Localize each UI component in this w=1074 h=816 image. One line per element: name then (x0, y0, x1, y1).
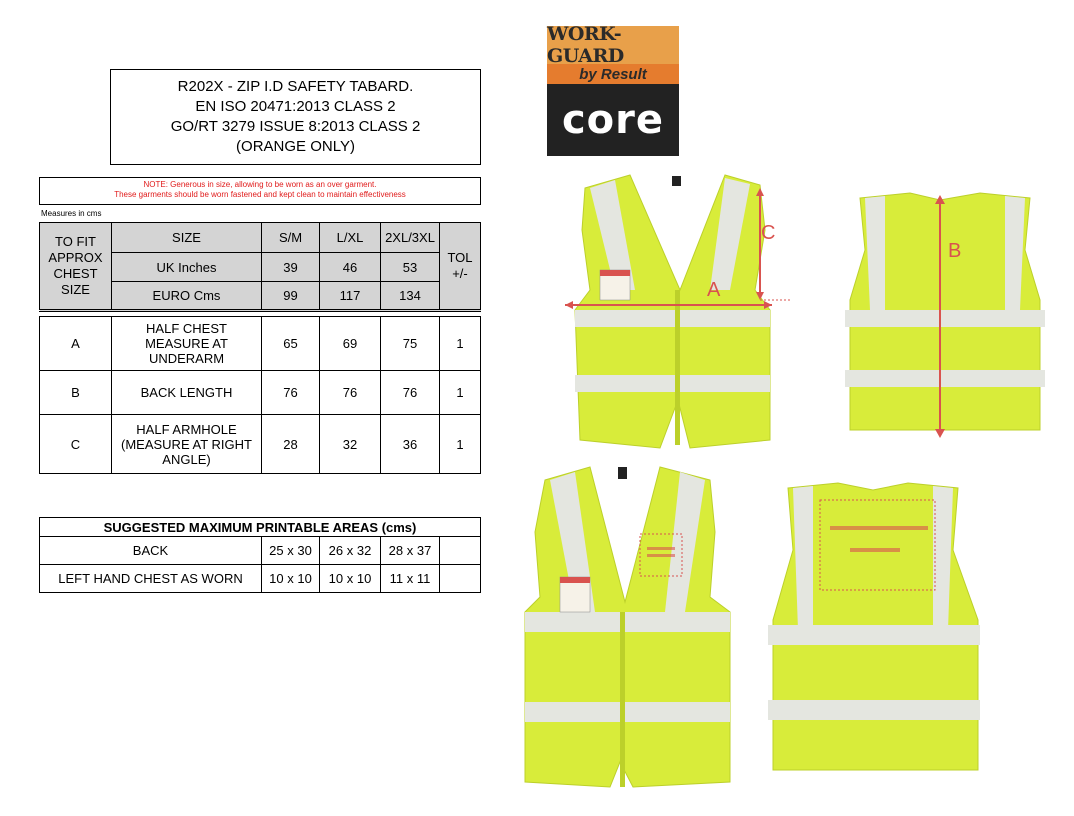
row-tol: 1 (440, 415, 481, 474)
euro-label: EURO Cms (112, 282, 262, 311)
tol-header: TOL +/- (440, 223, 481, 311)
row-value: 75 (381, 317, 440, 371)
size-table (39, 222, 481, 474)
row-desc: HALF CHEST MEASURE AT UNDERARM (112, 317, 262, 371)
title-line-2: EN ISO 20471:2013 CLASS 2 (195, 98, 396, 115)
print-row-empty (440, 537, 481, 565)
logo-workguard: WORK-GUARD (547, 23, 624, 67)
row-code: B (40, 371, 112, 415)
print-row-label: LEFT HAND CHEST AS WORN (40, 565, 262, 593)
print-row-value: 26 x 32 (320, 537, 381, 565)
print-row-value: 10 x 10 (320, 565, 381, 593)
uk-label: UK Inches (112, 253, 262, 282)
print-areas-header: SUGGESTED MAXIMUM PRINTABLE AREAS (cms) (40, 518, 481, 537)
measures-label: Measures in cms (41, 209, 102, 218)
print-areas-table (39, 517, 481, 593)
uk-value: 46 (320, 253, 381, 282)
table-row (40, 317, 481, 371)
row-value: 76 (381, 371, 440, 415)
table-row (40, 415, 481, 474)
product-title-box (110, 69, 481, 165)
row-value: 69 (320, 317, 381, 371)
note-line-2: These garments should be worn fastened and kept clean to maintain effectiveness (114, 190, 406, 199)
row-desc: HALF ARMHOLE (MEASURE AT RIGHT ANGLE) (112, 415, 262, 474)
logo-result: by Result (579, 65, 647, 83)
size-2xl3xl: 2XL/3XL (381, 223, 440, 253)
euro-value: 117 (320, 282, 381, 311)
print-row-value: 25 x 30 (262, 537, 320, 565)
row-value: 28 (262, 415, 320, 474)
title-line-4: (ORANGE ONLY) (236, 138, 355, 155)
brand-logo (547, 23, 679, 156)
row-tol: 1 (440, 371, 481, 415)
note-line-1: NOTE: Generous in size, allowing to be worn as an over garment. (143, 180, 377, 189)
euro-value: 99 (262, 282, 320, 311)
logo-core: core (561, 97, 665, 143)
row-value: 32 (320, 415, 381, 474)
row-desc: BACK LENGTH (112, 371, 262, 415)
row-value: 36 (381, 415, 440, 474)
euro-value: 134 (381, 282, 440, 311)
row-value: 76 (262, 371, 320, 415)
title-line-1: R202X - ZIP I.D SAFETY TABARD. (177, 78, 414, 95)
front-vest-print-area (515, 462, 740, 792)
row-tol: 1 (440, 317, 481, 371)
table-row (40, 371, 481, 415)
table-row (40, 537, 481, 565)
back-vest-print-area (768, 480, 983, 780)
back-vest-measure-diagram (840, 190, 1055, 445)
row-code: A (40, 317, 112, 371)
row-value: 76 (320, 371, 381, 415)
row-code: C (40, 415, 112, 474)
print-row-label: BACK (40, 537, 262, 565)
measure-label-b: B (948, 240, 962, 262)
size-header: SIZE (112, 223, 262, 253)
measure-label-a: A (707, 279, 721, 301)
print-row-value: 28 x 37 (381, 537, 440, 565)
print-row-empty (440, 565, 481, 593)
size-lxl: L/XL (320, 223, 381, 253)
uk-value: 53 (381, 253, 440, 282)
measure-label-c: C (761, 222, 776, 244)
row-value: 65 (262, 317, 320, 371)
note-box (39, 177, 481, 205)
front-vest-measure-diagram (560, 170, 800, 455)
size-sm: S/M (262, 223, 320, 253)
title-line-3: GO/RT 3279 ISSUE 8:2013 CLASS 2 (170, 118, 421, 135)
fit-label: TO FIT APPROX CHEST SIZE (40, 223, 112, 311)
uk-value: 39 (262, 253, 320, 282)
table-row (40, 565, 481, 593)
print-row-value: 10 x 10 (262, 565, 320, 593)
print-row-value: 11 x 11 (381, 565, 440, 593)
